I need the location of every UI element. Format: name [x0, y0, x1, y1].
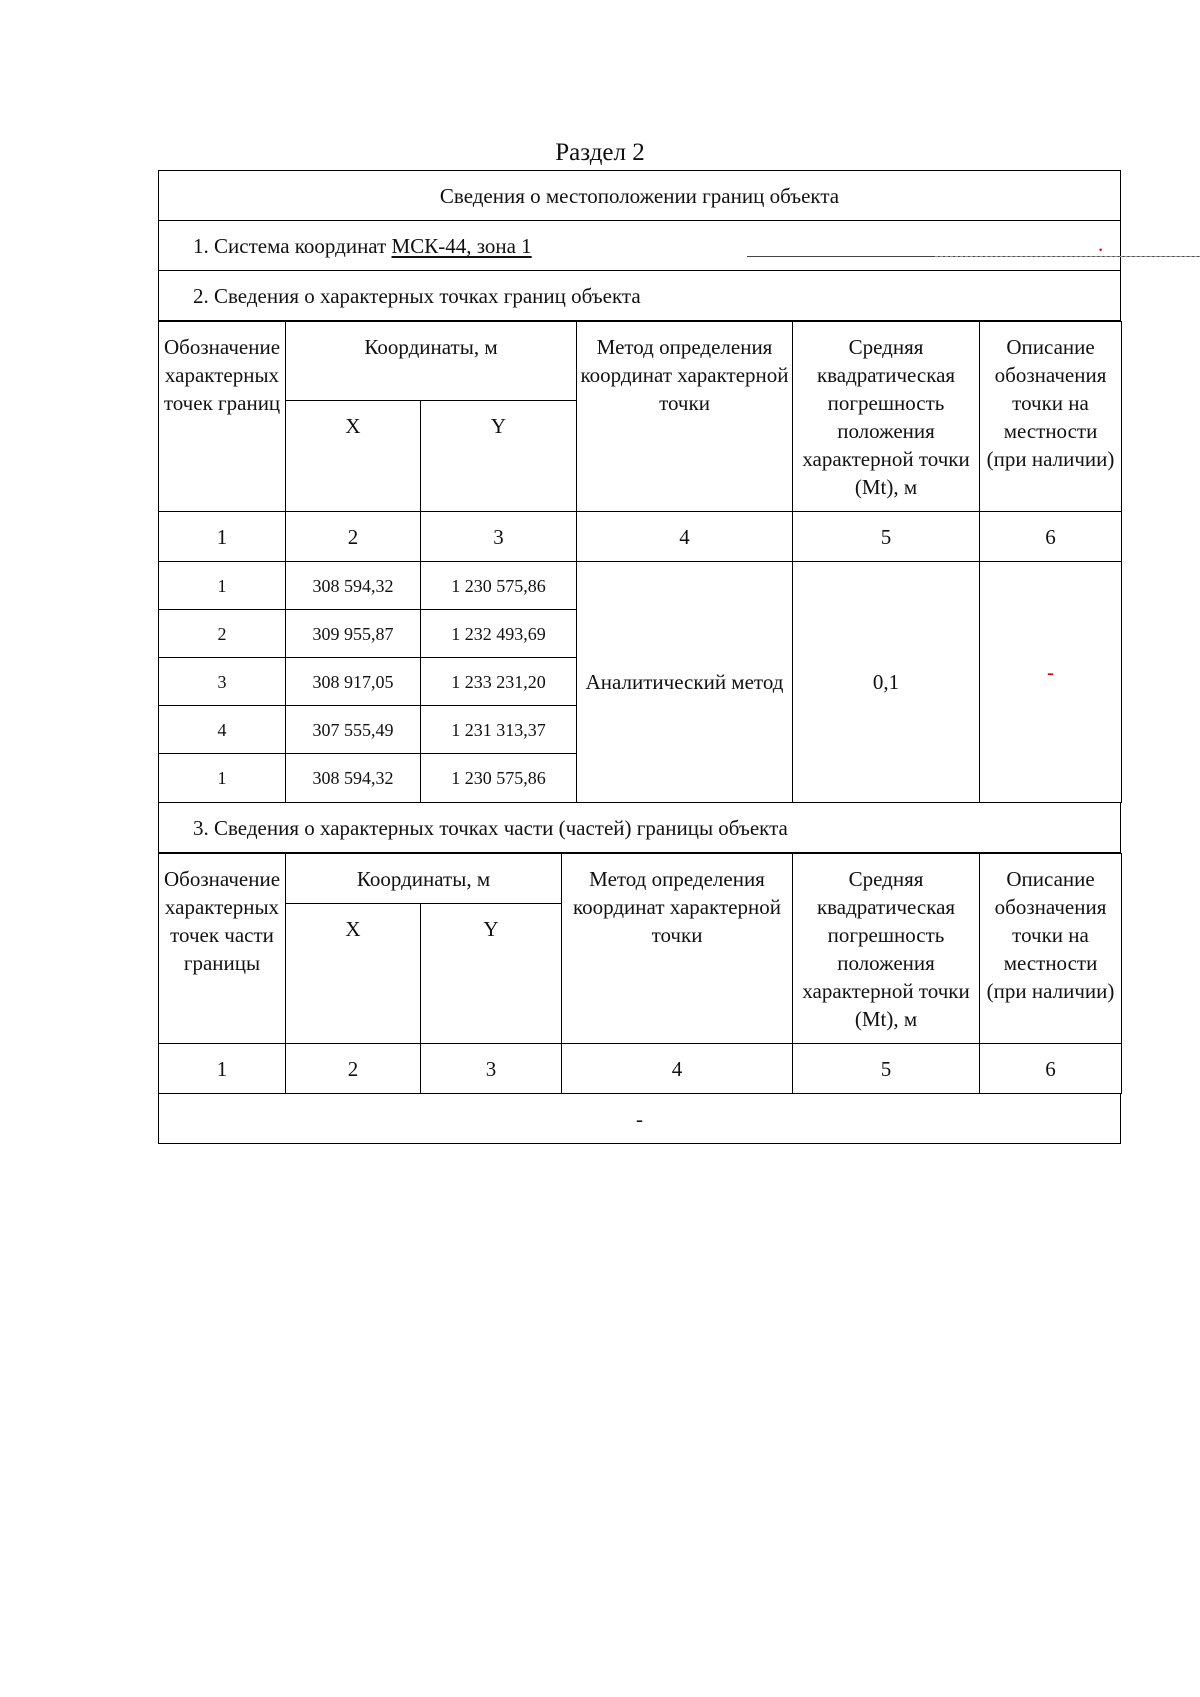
header-description: Описание обозначения точки на местности (при наличии)	[980, 854, 1122, 1044]
column-number: 3	[421, 1044, 562, 1094]
column-number: 5	[793, 512, 980, 562]
point-x: 309 955,87	[286, 610, 421, 658]
point-y: 1 230 575,86	[421, 562, 577, 610]
description-value: -	[980, 562, 1122, 803]
column-number: 2	[286, 1044, 421, 1094]
part3-empty-value: -	[159, 1094, 1121, 1144]
column-number: 5	[793, 1044, 980, 1094]
boundary-info-table	[158, 170, 1121, 1144]
header-method: Метод определения координат характерной точки	[562, 854, 793, 1044]
point-id: 4	[159, 706, 286, 754]
header-designation: Обозначение характерных точек части границы	[159, 854, 286, 1044]
header-coordinates: Координаты, м	[286, 854, 562, 904]
column-number: 1	[159, 1044, 286, 1094]
part3-title: 3. Сведения о характерных точках части (частей) границы объекта	[159, 803, 1121, 853]
column-number-row	[159, 1044, 1122, 1094]
header-x: X	[286, 401, 421, 512]
header-coordinates: Координаты, м	[286, 322, 577, 401]
column-number: 6	[980, 1044, 1122, 1094]
method-value: Аналитический метод	[577, 562, 793, 803]
error-value: 0,1	[793, 562, 980, 803]
part2-table	[158, 321, 1122, 803]
point-x: 308 594,32	[286, 754, 421, 803]
point-x: 308 594,32	[286, 562, 421, 610]
header-description: Описание обозначения точки на местности (при наличии)	[980, 322, 1122, 512]
table-title: Сведения о местоположении границ объекта	[159, 171, 1121, 221]
table-row	[159, 562, 1122, 610]
column-number: 3	[421, 512, 577, 562]
point-y: 1 230 575,86	[421, 754, 577, 803]
header-error: Средняя квадратическая погрешность положения характерной точки (Mt), м	[793, 322, 980, 512]
point-id: 1	[159, 562, 286, 610]
point-y: 1 233 231,20	[421, 658, 577, 706]
header-y: Y	[421, 401, 577, 512]
dashed-rule	[935, 256, 1200, 257]
point-id: 3	[159, 658, 286, 706]
point-id: 2	[159, 610, 286, 658]
coord-system-row	[159, 221, 1121, 271]
header-method: Метод определения координат характерной точки	[577, 322, 793, 512]
section-title: Раздел 2	[555, 139, 645, 166]
column-number: 4	[562, 1044, 793, 1094]
part3-table	[158, 853, 1122, 1094]
point-x: 308 917,05	[286, 658, 421, 706]
coord-system-label: 1. Система координат	[193, 234, 387, 258]
point-x: 307 555,49	[286, 706, 421, 754]
header-designation: Обозначение характерных точек границ	[159, 322, 286, 512]
header-x: X	[286, 904, 421, 1044]
header-y: Y	[421, 904, 562, 1044]
coord-system-value: МСК-44, зона 1	[391, 234, 532, 258]
point-y: 1 232 493,69	[421, 610, 577, 658]
trailing-mark: .	[1098, 232, 1104, 256]
column-number: 2	[286, 512, 421, 562]
header-error: Средняя квадратическая погрешность положения характерной точки (Mt), м	[793, 854, 980, 1044]
column-number: 1	[159, 512, 286, 562]
column-number-row	[159, 512, 1122, 562]
point-id: 1	[159, 754, 286, 803]
column-number: 6	[980, 512, 1122, 562]
column-number: 4	[577, 512, 793, 562]
part2-title: 2. Сведения о характерных точках границ объекта	[159, 271, 1121, 321]
point-y: 1 231 313,37	[421, 706, 577, 754]
